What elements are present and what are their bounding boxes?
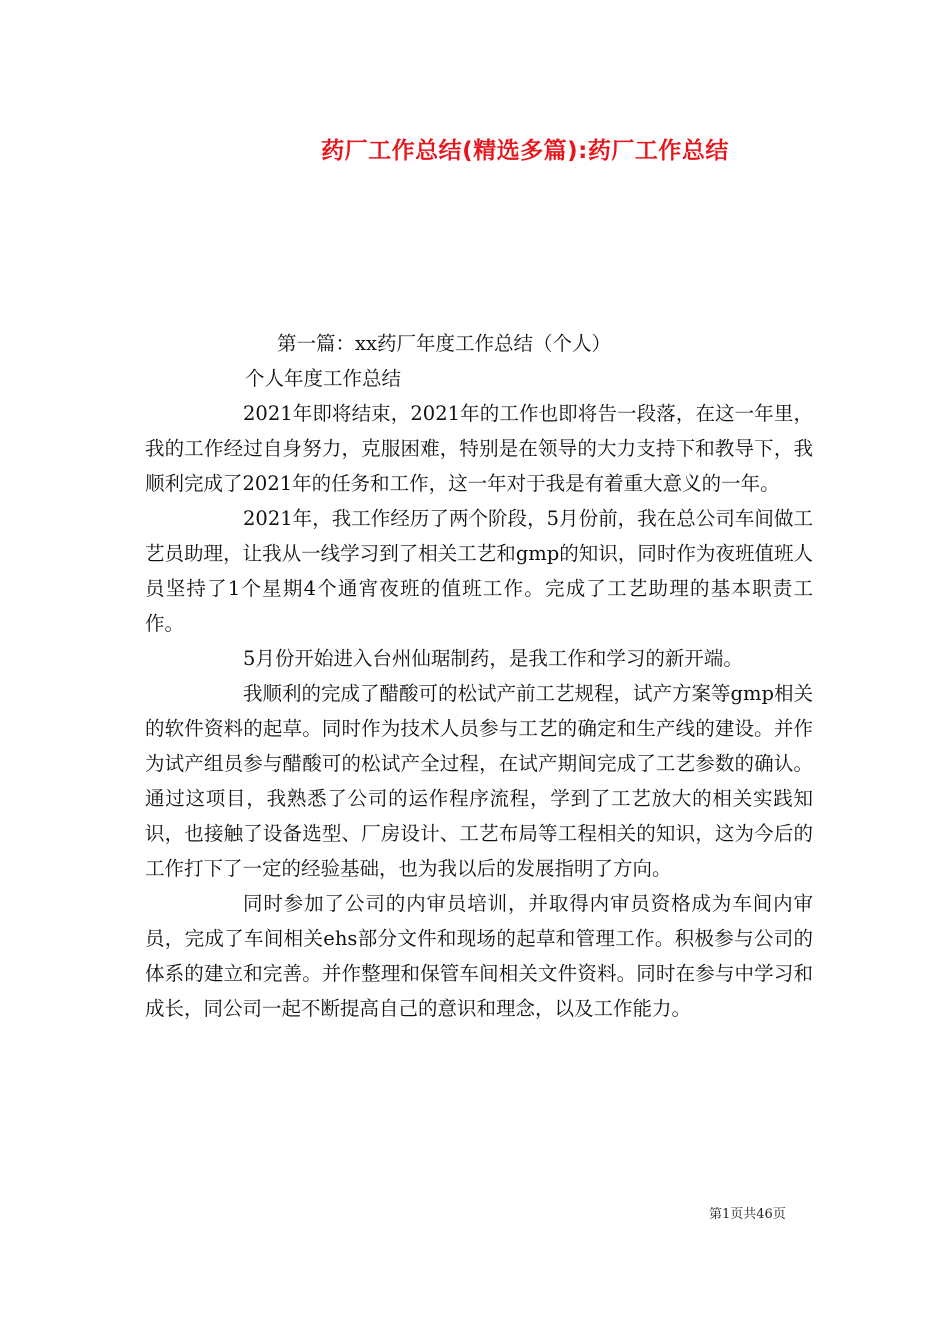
- section-heading: 第一篇：xx药厂年度工作总结（个人）: [277, 332, 611, 355]
- subheading: 个人年度工作总结: [245, 367, 402, 390]
- paragraph-2: 2021年，我工作经历了两个阶段，5月份前，我在总公司车间做工艺员助理，让我从一线学习到了相关工艺和gmp的知识，同时作为夜班值班人员坚持了1个星期4个通宵夜班的值班工作。完成了工艺助理的基本职责工作。: [145, 507, 813, 635]
- paragraph-5: 同时参加了公司的内审员培训，并取得内审员资格成为车间内审员，完成了车间相关ehs部分文件和现场的起草和管理工作。积极参与公司的体系的建立和完善。并作整理和保管车间相关文件资料。同时在参与中学习和成长，同公司一起不断提高自己的意识和理念，以及工作能力。: [145, 892, 813, 1020]
- document-title: 药厂工作总结(精选多篇):药厂工作总结: [321, 138, 729, 164]
- paragraph-4: 我顺利的完成了醋酸可的松试产前工艺规程，试产方案等gmp相关的软件资料的起草。同时作为技术人员参与工艺的确定和生产线的建设。并作为试产组员参与醋酸可的松试产全过程，在试产期间完成了工艺参数的确认。通过这项目，我熟悉了公司的运作程序流程，学到了工艺放大的相关实践知识，也接触了设备选型、厂房设计、工艺布局等工程相关的知识，这为今后的工作打下了一定的经验基础，也为我以后的发展指明了方向。: [145, 682, 813, 880]
- page-number-footer: 第1页共46页: [709, 1207, 786, 1222]
- paragraph-3: 5月份开始进入台州仙琚制药，是我工作和学习的新开端。: [243, 647, 743, 670]
- document-body: [145, 326, 813, 1026]
- paragraph-1: 2021年即将结束，2021年的工作也即将告一段落，在这一年里，我的工作经过自身努力，克服困难，特别是在领导的大力支持下和教导下，我顺利完成了2021年的任务和工作，这一年对于我是有着重大意义的一年。: [145, 402, 813, 495]
